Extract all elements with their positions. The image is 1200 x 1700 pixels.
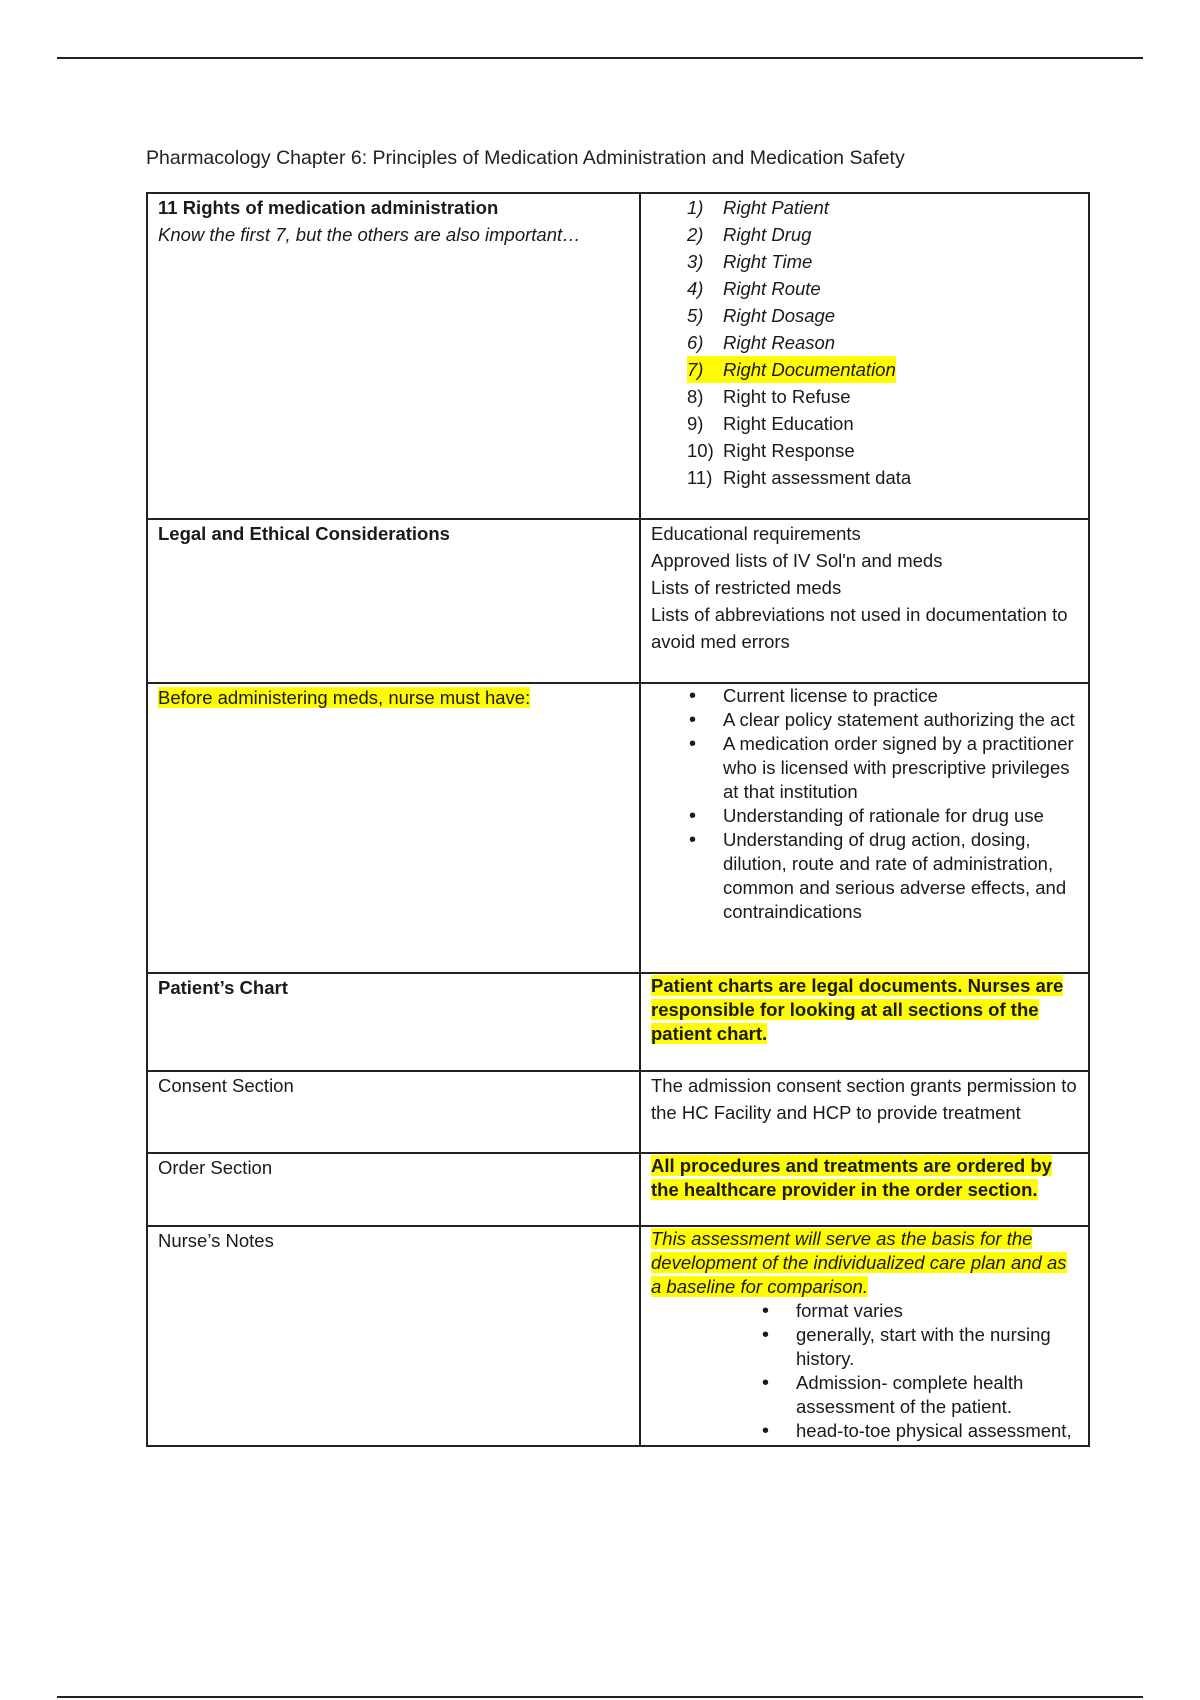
rights-list [651,194,1078,491]
row-content-cell [640,193,1089,519]
list-item [687,464,1078,491]
row-label-cell [147,973,640,1071]
table-row [147,1226,1089,1446]
requirements-list [651,684,1078,924]
list-item [687,302,1078,329]
list-text: Right Time [723,251,813,272]
notes-heading: Nurse’s Notes [158,1230,274,1251]
order-text: All procedures and treatments are ordered by the healthcare provider in the order section. [651,1155,1052,1200]
bullet-item: • A clear policy statement authorizing the act [651,708,1078,732]
row-content-cell [640,1226,1089,1446]
list-number: 6) [687,332,704,353]
notes-intro: This assessment will serve as the basis for the development of the individualized care plan and as a baseline for comparison. [651,1228,1067,1297]
table-row [147,519,1089,683]
header-rule [57,57,1143,59]
legal-line: Approved lists of IV Sol'n and meds [651,550,943,571]
bullet-item: • Understanding of drug action, dosing, dilution, route and rate of administration, common and serious adverse effects, and contraindications [651,828,1078,924]
table-row [147,1071,1089,1153]
list-number: 7) [687,359,704,380]
row-content-cell [640,1153,1089,1226]
list-item [687,437,1078,464]
order-heading: Order Section [158,1157,273,1178]
list-number: 4) [687,278,704,299]
list-text: Right to Refuse [723,386,851,407]
list-text: Right Documentation [723,359,896,380]
list-item [687,329,1078,356]
bullet-item: • format varies [651,1299,1078,1323]
list-number: 9) [687,413,704,434]
consent-heading: Consent Section [158,1075,294,1096]
table-row [147,193,1089,519]
legal-line: Lists of abbreviations not used in documentation to avoid med errors [651,604,1068,652]
list-item [687,194,1078,221]
bullet-item: • head-to-toe physical assessment, [651,1419,1078,1443]
list-text: Right Response [723,440,855,461]
row-label-cell [147,1071,640,1153]
rights-note: Know the first 7, but the others are also important… [158,224,581,245]
list-item [687,410,1078,437]
highlight-span [687,356,896,383]
page-title: Pharmacology Chapter 6: Principles of Medication Administration and Medication Safety [146,147,905,169]
row-content-cell [640,973,1089,1071]
list-number: 10) [687,440,714,461]
list-item [687,248,1078,275]
chart-text: Patient charts are legal documents. Nurses are responsible for looking at all sections of the patient chart. [651,975,1064,1044]
legal-line: Lists of restricted meds [651,577,842,598]
row-label-cell [147,1153,640,1226]
row-content-cell [640,683,1089,973]
row-label-cell [147,683,640,973]
bullet-item: • Admission- complete health assessment of the patient. [651,1371,1078,1419]
table-row [147,1153,1089,1226]
list-number: 8) [687,386,704,407]
row-label-cell [147,193,640,519]
footer-rule [57,1696,1143,1698]
list-item [687,383,1078,410]
bullet-item: • Current license to practice [651,684,1078,708]
table-row [147,973,1089,1071]
list-text: Right Education [723,413,854,434]
list-item [687,221,1078,248]
list-item [687,275,1078,302]
row-content-cell [640,1071,1089,1153]
row-label-cell [147,519,640,683]
bullet-item: • Understanding of rationale for drug use [651,804,1078,828]
content-table [146,192,1090,1447]
list-text: Right assessment data [723,467,912,488]
legal-line: Educational requirements [651,523,861,544]
before-heading: Before administering meds, nurse must have: [158,687,531,708]
legal-heading: Legal and Ethical Considerations [158,523,450,544]
bullet-item: • A medication order signed by a practitioner who is licensed with prescriptive privileges at that institution [651,732,1078,804]
list-text: Right Route [723,278,821,299]
row-content-cell [640,519,1089,683]
consent-text: The admission consent section grants permission to the HC Facility and HCP to provide treatment [651,1075,1077,1123]
list-text: Right Dosage [723,305,836,326]
notes-list [651,1299,1078,1443]
chart-heading: Patient’s Chart [158,977,288,998]
rights-heading: 11 Rights of medication administration [158,197,499,218]
list-number: 5) [687,305,704,326]
list-number: 3) [687,251,704,272]
list-text: Right Reason [723,332,836,353]
list-item-highlighted [687,356,1078,383]
list-text: Right Patient [723,197,829,218]
list-number: 11) [687,467,713,488]
table-row [147,683,1089,973]
list-number: 1) [687,197,704,218]
list-text: Right Drug [723,224,812,245]
bullet-item: • generally, start with the nursing history. [651,1323,1078,1371]
list-number: 2) [687,224,704,245]
row-label-cell [147,1226,640,1446]
